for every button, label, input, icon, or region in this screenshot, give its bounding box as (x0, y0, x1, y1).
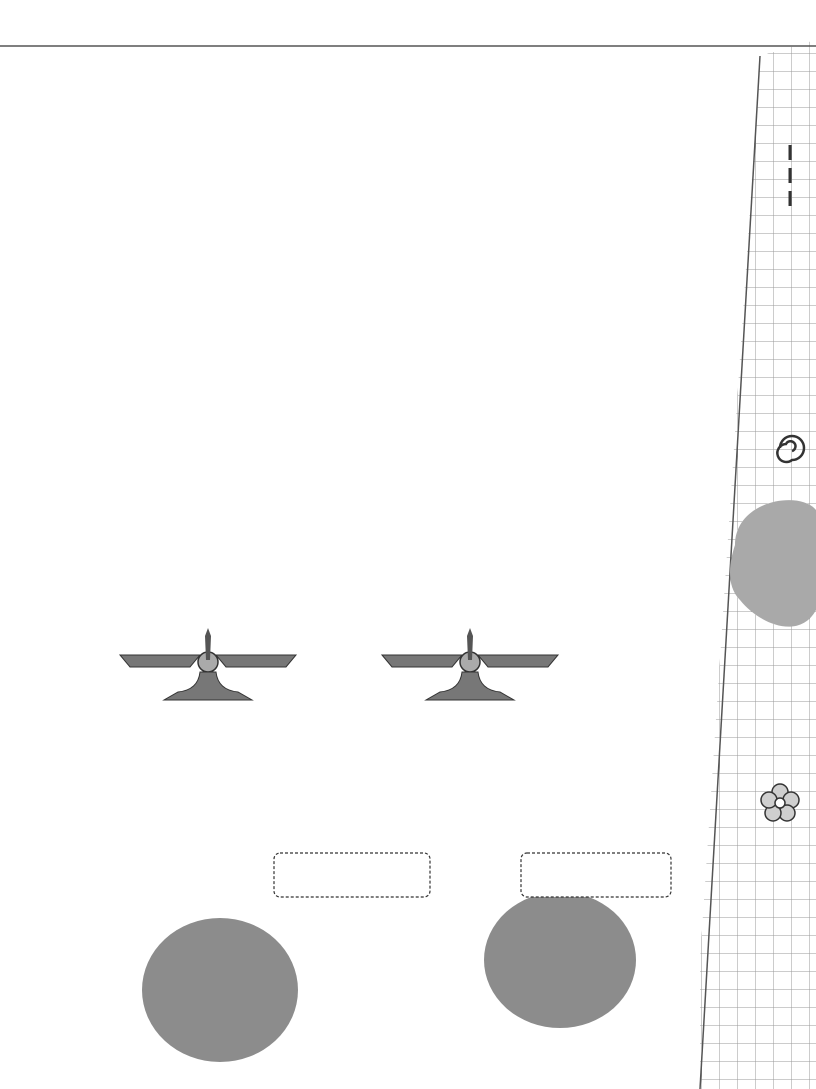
balance-scale-right (382, 628, 558, 700)
score-circle-3 (484, 892, 636, 1028)
score-circle-1 (142, 918, 298, 1062)
time-field[interactable] (521, 853, 671, 897)
score-field[interactable] (274, 853, 430, 897)
balance-scale-left (120, 628, 296, 700)
